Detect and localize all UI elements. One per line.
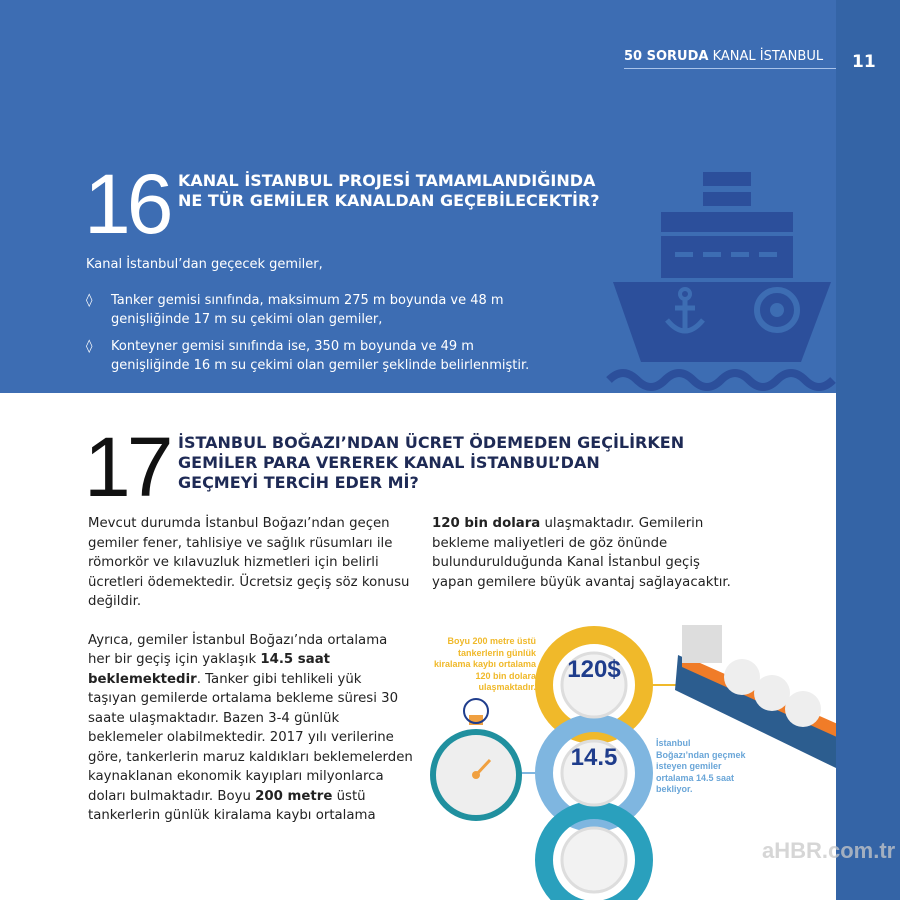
right-column: 120 bin dolara ulaşmaktadır. Gemilerin bekleme maliyetleri de göz önünde bulundurulduğunda Kanal İstanbul geçiş yapan gemilere büyük avantaj sağlayacaktır. <box>432 516 731 590</box>
question-16-title: KANAL İSTANBUL PROJESİ TAMAMLANDIĞINDA NE TÜR GEMİLER KANALDAN GEÇEBİLECEKTİR? <box>178 171 600 210</box>
stopwatch-icon <box>433 699 519 818</box>
caption-120: Boyu 200 metre üstü tankerlerin günlük kiralama kaybı ortalama 120 bin dolara ulaşmaktadır. <box>433 636 536 692</box>
question-number-17: 17 <box>84 420 170 514</box>
bullet-item: ◊ Konteyner gemisi sınıfında ise, 350 m boyunda ve 49 m genişliğinde 16 m su çekimi olan gemiler şeklinde belirlenmiştir. <box>86 337 556 375</box>
page-edge-strip <box>836 0 900 900</box>
caption-14-5: İstanbul Boğazı’ndan geçmek isteyen gemiler ortalama 14.5 saat bekliyor. <box>656 738 746 794</box>
page-number: 11 <box>852 52 876 72</box>
question-number-16: 16 <box>84 157 170 251</box>
watermark: aHBR.com.tr <box>762 838 896 863</box>
bullet-item: ◊ Tanker gemisi sınıfında, maksimum 275 m boyunda ve 48 m genişliğinde 17 m su çekimi olan gemiler, <box>86 291 556 329</box>
ship-icon <box>605 170 837 392</box>
running-header: 50 SORUDA KANAL İSTANBUL <box>624 49 836 69</box>
question-16-intro: Kanal İstanbul’dan geçecek gemiler, <box>86 257 323 272</box>
left-column: Mevcut durumda İstanbul Boğazı’ndan geçen gemiler fener, tahlisiye ve sağlık rüsumları ile römorkör ve kılavuzluk hizmetleri için belirli ücretleri ödemektedir. Ücretsiz geçiş söz konusu değildir. Ayrıca, gemiler İstanbul Boğazı’nda ortalama her bir geçiş için yaklaşık 14.5 saat beklemektedir. Tanker gibi tehlikeli yük taşıyan gemilerde ortalama bekleme süresi 30 saate ulaşmaktadır. Bazen 3-4 günlük beklemeler olabilmektedir. 2017 yılı verilerine göre, tankerlerin maruz kaldıkları beklemelerden kaynaklanan ekonomik kayıpları milyonlarca doları bulmaktadır. Boyu 200 metre üstü tankerlerin günlük kiralama kaybı ortalama <box>88 516 413 823</box>
question-16-bullets <box>86 291 556 383</box>
value-120: 120$ <box>567 656 621 683</box>
question-17-title: İSTANBUL BOĞAZI’NDAN ÜCRET ÖDEMEDEN GEÇİLİRKEN GEMİLER PARA VEREREK KANAL İSTANBUL’DAN GEÇMEYİ TERCİH EDER Mİ? <box>178 433 685 492</box>
value-14-5: 14.5 <box>570 744 618 771</box>
